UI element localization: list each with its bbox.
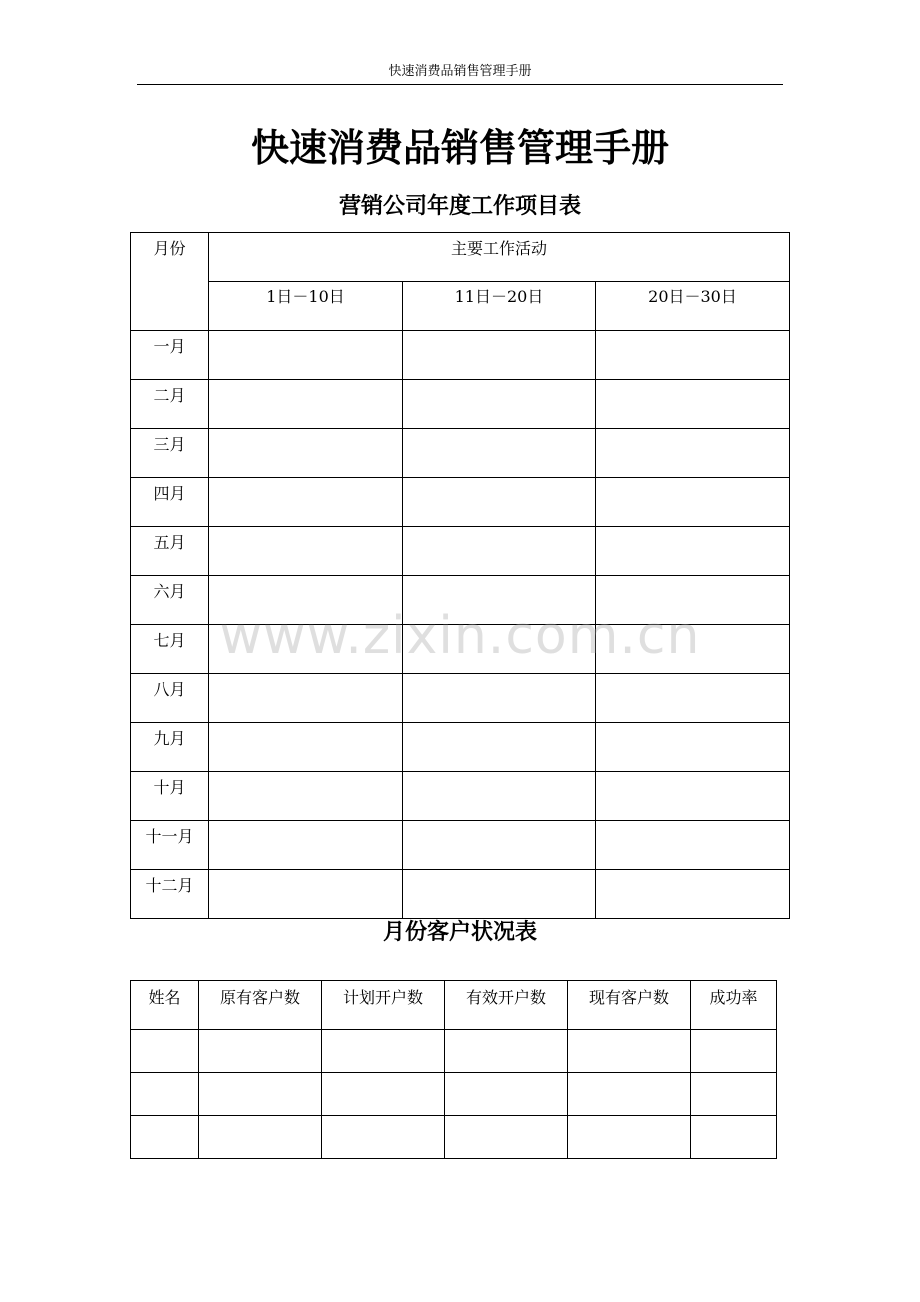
- data-cell[interactable]: [131, 1030, 199, 1073]
- month-cell: [131, 380, 209, 429]
- table-row: [131, 478, 790, 527]
- table-row: [131, 772, 790, 821]
- data-cell[interactable]: [131, 1073, 199, 1116]
- month-cell: [131, 821, 209, 870]
- activity-cell[interactable]: [403, 625, 596, 674]
- month-cell: [131, 331, 209, 380]
- month-header: 月份: [153, 239, 186, 258]
- activity-cell[interactable]: [209, 821, 403, 870]
- column-header: 成功率: [709, 988, 758, 1007]
- activity-cell[interactable]: [596, 821, 790, 870]
- column-header-cell: [445, 981, 568, 1030]
- month-cell: [131, 527, 209, 576]
- annual-table-title: 营销公司年度工作项目表: [338, 194, 581, 219]
- table-row: [131, 625, 790, 674]
- data-cell[interactable]: [322, 1030, 445, 1073]
- data-cell[interactable]: [691, 1073, 777, 1116]
- month-label: 二月: [153, 386, 186, 405]
- data-cell[interactable]: [322, 1073, 445, 1116]
- activity-cell[interactable]: [403, 821, 596, 870]
- header-rule: [137, 84, 783, 85]
- activity-cell[interactable]: [209, 625, 403, 674]
- month-cell: [131, 870, 209, 919]
- column-header: 原有客户数: [219, 988, 300, 1007]
- month-cell: [131, 723, 209, 772]
- activity-cell[interactable]: [596, 674, 790, 723]
- activity-cell[interactable]: [209, 380, 403, 429]
- activity-header: 主要工作活动: [451, 239, 548, 258]
- data-cell[interactable]: [199, 1116, 322, 1159]
- column-header: 计划开户数: [342, 988, 423, 1007]
- range-header-cell: [403, 282, 596, 331]
- activity-cell[interactable]: [403, 723, 596, 772]
- activity-cell[interactable]: [596, 380, 790, 429]
- column-header-cell: [322, 981, 445, 1030]
- activity-cell[interactable]: [403, 674, 596, 723]
- column-header-cell: [131, 981, 199, 1030]
- table-row: [131, 821, 790, 870]
- activity-cell[interactable]: [596, 331, 790, 380]
- activity-cell[interactable]: [403, 380, 596, 429]
- month-cell: [131, 478, 209, 527]
- range-header-cell: [209, 282, 403, 331]
- column-header: 现有客户数: [588, 988, 669, 1007]
- activity-cell[interactable]: [403, 331, 596, 380]
- activity-cell[interactable]: [596, 625, 790, 674]
- range-header: 11日－20日: [454, 287, 544, 306]
- range-header: 20日－30日: [648, 287, 737, 306]
- data-cell[interactable]: [445, 1030, 568, 1073]
- month-label: 一月: [153, 337, 186, 356]
- month-cell: [131, 576, 209, 625]
- month-label: 三月: [153, 435, 186, 454]
- activity-cell[interactable]: [209, 723, 403, 772]
- activity-cell[interactable]: [596, 478, 790, 527]
- activity-cell[interactable]: [403, 870, 596, 919]
- activity-cell[interactable]: [596, 429, 790, 478]
- activity-cell[interactable]: [403, 772, 596, 821]
- data-cell[interactable]: [199, 1073, 322, 1116]
- activity-cell[interactable]: [596, 772, 790, 821]
- table-row: [131, 576, 790, 625]
- activity-cell[interactable]: [209, 478, 403, 527]
- activity-cell[interactable]: [209, 772, 403, 821]
- activity-cell[interactable]: [209, 331, 403, 380]
- column-header-cell: [568, 981, 691, 1030]
- activity-cell[interactable]: [596, 576, 790, 625]
- month-label: 八月: [153, 680, 186, 699]
- month-cell: [131, 772, 209, 821]
- month-label: 五月: [153, 533, 186, 552]
- data-cell[interactable]: [691, 1116, 777, 1159]
- range-header: 1日－10日: [266, 287, 345, 306]
- month-label: 十月: [153, 778, 186, 797]
- table-row: [131, 674, 790, 723]
- activity-cell[interactable]: [209, 429, 403, 478]
- customer-table-title: 月份客户状况表: [382, 920, 537, 945]
- column-header: 有效开户数: [465, 988, 546, 1007]
- month-label: 十一月: [145, 827, 194, 846]
- activity-cell[interactable]: [596, 527, 790, 576]
- activity-cell[interactable]: [209, 674, 403, 723]
- data-cell[interactable]: [445, 1116, 568, 1159]
- month-label: 四月: [153, 484, 186, 503]
- table-row: [131, 527, 790, 576]
- data-cell[interactable]: [322, 1116, 445, 1159]
- month-label: 十二月: [145, 876, 194, 895]
- activity-cell[interactable]: [209, 870, 403, 919]
- activity-cell[interactable]: [403, 527, 596, 576]
- table-row: [131, 1030, 777, 1073]
- range-header-cell: [596, 282, 790, 331]
- activity-cell[interactable]: [596, 723, 790, 772]
- running-header: 快速消费品销售管理手册: [388, 64, 532, 79]
- month-label: 九月: [153, 729, 186, 748]
- month-cell: [131, 429, 209, 478]
- watermark: www.zixin.com.cn: [219, 606, 701, 666]
- table-row: [131, 870, 790, 919]
- activity-cell[interactable]: [403, 576, 596, 625]
- month-cell: [131, 674, 209, 723]
- customer-status-table: [130, 980, 777, 1159]
- data-cell[interactable]: [691, 1030, 777, 1073]
- activity-cell[interactable]: [209, 576, 403, 625]
- activity-cell[interactable]: [596, 870, 790, 919]
- document-title: 快速消费品销售管理手册: [250, 126, 669, 170]
- data-cell[interactable]: [568, 1116, 691, 1159]
- activity-cell[interactable]: [403, 429, 596, 478]
- month-cell: [131, 625, 209, 674]
- month-label: 七月: [153, 631, 186, 650]
- table-row: [131, 429, 790, 478]
- data-cell[interactable]: [131, 1116, 199, 1159]
- data-cell[interactable]: [199, 1030, 322, 1073]
- table-row: [131, 380, 790, 429]
- data-cell[interactable]: [568, 1073, 691, 1116]
- activity-cell[interactable]: [209, 527, 403, 576]
- table-row: [131, 1116, 777, 1159]
- table-row: [131, 723, 790, 772]
- table-row: [131, 1073, 777, 1116]
- activity-cell[interactable]: [403, 478, 596, 527]
- month-label: 六月: [153, 582, 186, 601]
- column-header: 姓名: [148, 988, 181, 1007]
- month-header-cell: [131, 233, 209, 331]
- table-header-row: [131, 981, 777, 1030]
- column-header-cell: [199, 981, 322, 1030]
- data-cell[interactable]: [445, 1073, 568, 1116]
- annual-work-table: [130, 232, 790, 919]
- activity-header-cell: [209, 233, 790, 282]
- column-header-cell: [691, 981, 777, 1030]
- data-cell[interactable]: [568, 1030, 691, 1073]
- table-row: [131, 331, 790, 380]
